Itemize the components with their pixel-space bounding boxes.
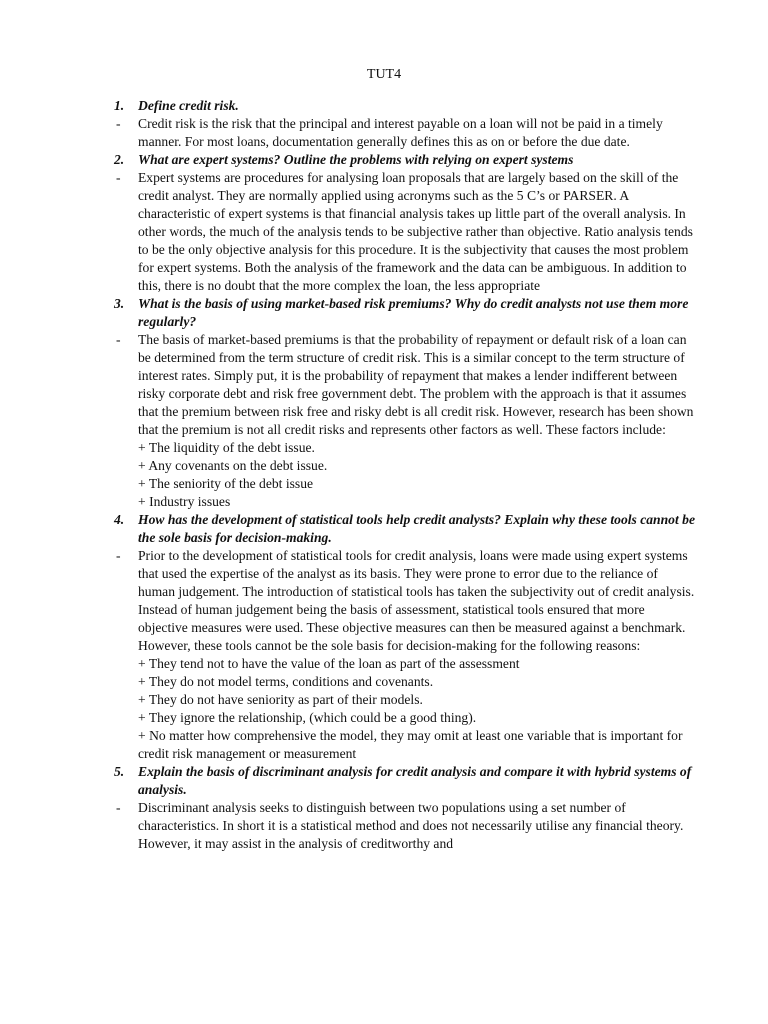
- question-number: 4.: [114, 512, 125, 527]
- answer-1: [114, 115, 696, 151]
- question-text: Define credit risk.: [138, 98, 239, 113]
- answer-text: Prior to the development of statistical tools for credit analysis, loans were made using expert systems that used the expertise of the analyst as its basis. They were prone to error due to the reliance of human judgement. The introduction of statistical tools has taken the subjectivity out of credit analysis. Instead of human judgement being the basis of assessment, statistical tools ensured that more objective measures were used. These objective measures can then be measured against a benchmark. However, these tools cannot be the sole basis for decision-making for the following reasons:: [138, 548, 695, 653]
- bullet-item: + The seniority of the debt issue: [138, 476, 314, 491]
- bullet-item: + Any covenants on the debt issue.: [138, 458, 328, 473]
- answer-text: Credit risk is the risk that the principal and interest payable on a loan will not be paid in a timely manner. For most loans, documentation generally defines this as on or before the due date.: [138, 116, 663, 149]
- bullet-item: + They tend not to have the value of the loan as part of the assessment: [138, 656, 520, 671]
- bullet-item: + They do not have seniority as part of their models.: [138, 692, 423, 707]
- question-text: Explain the basis of discriminant analysis for credit analysis and compare it with hybrid systems of analysis.: [138, 764, 692, 797]
- question-text: What is the basis of using market-based risk premiums? Why do credit analysts not use them more regularly?: [138, 296, 689, 329]
- dash-marker: -: [116, 170, 121, 185]
- question-1: [114, 97, 696, 115]
- document-body: [114, 97, 696, 853]
- question-number: 5.: [114, 764, 125, 779]
- question-number: 2.: [114, 152, 125, 167]
- question-3: [114, 295, 696, 331]
- document-title: TUT4: [366, 67, 402, 82]
- bullet-item: + Industry issues: [138, 494, 231, 509]
- question-number: 1.: [114, 98, 125, 113]
- dash-marker: -: [116, 800, 121, 815]
- answer-2: [114, 169, 696, 295]
- answer-text: Discriminant analysis seeks to distinguish between two populations using a set number of characteristics. In short it is a statistical method and does not necessarily utilise any financial theory. However, it may assist in the analysis of creditworthy and: [138, 800, 684, 851]
- dash-marker: -: [116, 548, 121, 563]
- answer-text: Expert systems are procedures for analysing loan proposals that are largely based on the skill of the credit analyst. They are normally applied using acronyms such as the 5 C’s or PARSER. A characteristic of expert systems is that financial analysis takes up little part of the overall analysis. In other words, the much of the analysis tends to be subjective rather than objective. Ratio analysis tends to be the only objective analysis for this procedure. It is the subjectivity that causes the most problem for expert systems. Both the analysis of the framework and the data can be ambiguous. In addition to this, there is no doubt that the more complex the loan, the less appropriate: [138, 170, 693, 293]
- dash-marker: -: [116, 116, 121, 131]
- question-4: [114, 511, 696, 547]
- question-text: What are expert systems? Outline the problems with relying on expert systems: [138, 152, 574, 167]
- question-5: [114, 763, 696, 799]
- dash-marker: -: [116, 332, 121, 347]
- question-number: 3.: [114, 296, 125, 311]
- question-2: [114, 151, 696, 169]
- question-text: How has the development of statistical tools help credit analysts? Explain why these tools cannot be the sole basis for decision-making.: [138, 512, 695, 545]
- answer-text: The basis of market-based premiums is that the probability of repayment or default risk of a loan can be determined from the term structure of credit risk. This is a similar concept to the term structure of interest rates. Simply put, it is the probability of repayment that makes a lender indifferent between risky corporate debt and risk free government debt. The problem with the approach is that it assumes that the premium between risk free and risky debt is all credit risk. However, research has been shown that the premium is not all credit risks and represents other factors as well. These factors include:: [138, 332, 694, 437]
- answer-3: [114, 331, 696, 439]
- bullet-item: + The liquidity of the debt issue.: [138, 440, 315, 455]
- answer-4: [114, 547, 696, 655]
- answer-5: [114, 799, 696, 853]
- bullet-item: + No matter how comprehensive the model, they may omit at least one variable that is important for credit risk management or measurement: [138, 728, 683, 761]
- bullet-item: + They do not model terms, conditions and covenants.: [138, 674, 434, 689]
- bullet-item: + They ignore the relationship, (which could be a good thing).: [138, 710, 477, 725]
